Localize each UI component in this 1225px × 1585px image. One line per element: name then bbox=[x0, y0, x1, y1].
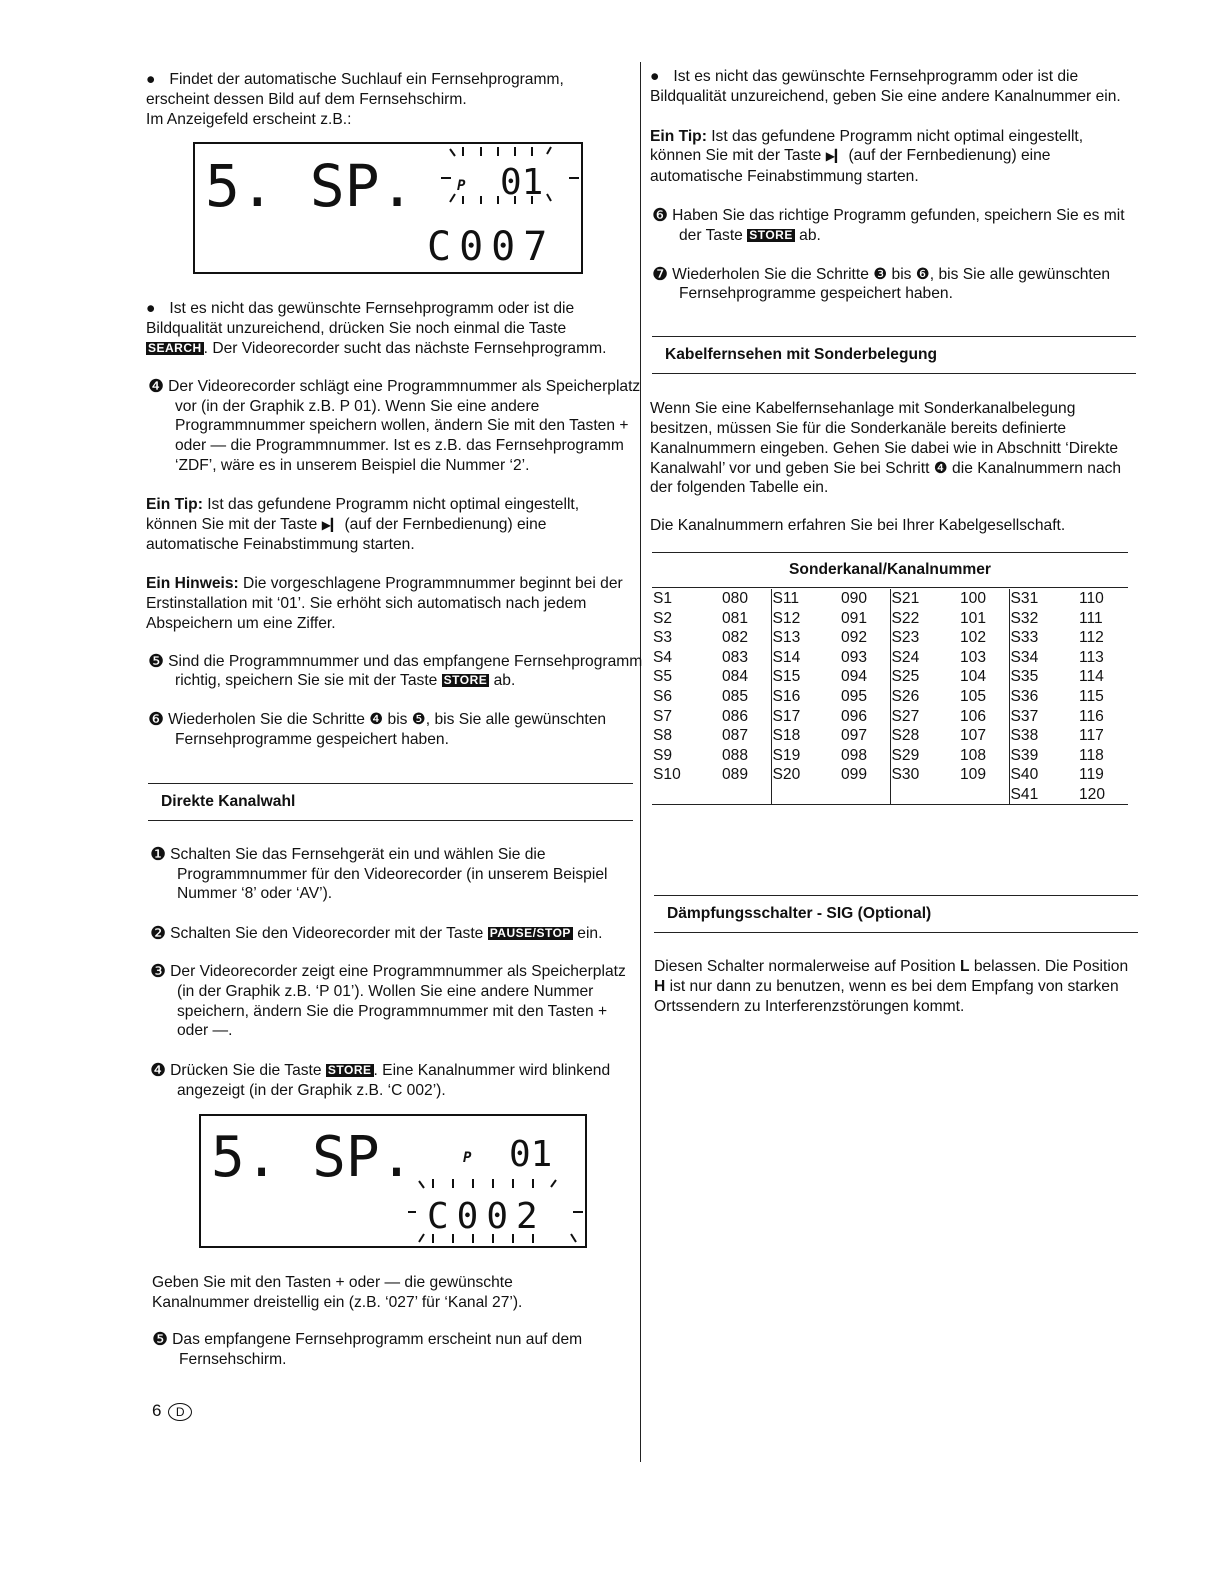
special-channel-cell: S37 bbox=[1010, 707, 1039, 725]
store-key: STORE bbox=[749, 227, 793, 242]
channel-table-block bbox=[652, 552, 1128, 806]
paragraph-attenuator: Diesen Schalter normalerweise auf Position L belassen. Die Position H ist nur dann zu benutzen, wenn es bei dem Empfang von starken Ortssendern zu Interferenzstörungen kommt. bbox=[654, 958, 1129, 1016]
channel-number-cell: 119 bbox=[1079, 766, 1104, 784]
special-channel-cell: S5 bbox=[653, 668, 673, 686]
channel-number-cell: 105 bbox=[960, 687, 1009, 707]
channel-number-cell: 104 bbox=[960, 667, 1009, 687]
store-key: STORE bbox=[443, 673, 488, 688]
channel-number-cell: 110 bbox=[1079, 589, 1104, 607]
channel-number-cell: 106 bbox=[960, 707, 1009, 727]
paragraph-cable-info: Wenn Sie eine Kabelfernsehanlage mit Sonderkanalbelegung besitzen, müssen Sie für die Sonderkanäle bereits definierte Kanalnummern eingeben. Gehen Sie dabei wie in Abschnitt ‘Direkte Kanalwahl’ vor und geben Sie bei Schritt ❹ die Kanalnummern nach der folgenden Tabelle ein. bbox=[650, 400, 1122, 497]
special-channel-cell: S27 bbox=[891, 707, 920, 725]
direct-step-3: ❸ Der Videorecorder zeigt eine Programmnummer als Speicherplatz (in der Graphik z.B. ‘P 01’). Wollen Sie eine andere Nummer speichern, ändern Sie die Programmnummer mit den Tasten + oder —. bbox=[150, 960, 626, 1040]
channel-number-cell: 101 bbox=[960, 609, 1009, 629]
store-key: STORE bbox=[327, 1063, 372, 1078]
channel-number-cell: 112 bbox=[1079, 629, 1104, 647]
channel-number-cell: 098 bbox=[841, 746, 890, 766]
lcd-p-label: P bbox=[463, 1149, 472, 1166]
channel-number-cell bbox=[960, 785, 1009, 805]
channel-number-cell: 107 bbox=[960, 726, 1009, 746]
channel-number-cell: 082 bbox=[722, 628, 771, 648]
step-number-icon: ❺ bbox=[152, 1329, 169, 1350]
special-channel-cell: S15 bbox=[772, 668, 801, 686]
section-title-cable: Kabelfernsehen mit Sonderbelegung bbox=[652, 336, 1136, 374]
special-channel-cell: S14 bbox=[772, 648, 801, 666]
channel-number-cell: 083 bbox=[722, 648, 771, 668]
special-channel-cell: S39 bbox=[1010, 746, 1039, 764]
table-title: Sonderkanal/Kanalnummer bbox=[652, 553, 1128, 588]
bullet-icon: ● bbox=[146, 71, 156, 88]
channel-number-cell: 091 bbox=[841, 609, 890, 629]
step-number-icon: ❷ bbox=[150, 923, 167, 944]
table-row bbox=[652, 785, 1128, 805]
lcd-main-text: 5. SP. bbox=[205, 152, 415, 221]
section-title-direct-channel: Direkte Kanalwahl bbox=[148, 783, 633, 821]
special-channel-cell: S33 bbox=[1010, 629, 1039, 647]
bullet-icon: ● bbox=[650, 68, 660, 85]
direct-step-4: ❹ Drücken Sie die Taste STORE . Eine Kanalnummer wird blinkend angezeigt (in der Graphik z.B. ‘C 002’). bbox=[150, 1060, 611, 1099]
special-channel-cell: S10 bbox=[653, 766, 681, 784]
channel-number-cell: 097 bbox=[841, 726, 890, 746]
special-channel-cell: S12 bbox=[772, 609, 801, 627]
channel-number-cell: 081 bbox=[722, 609, 771, 629]
lcd-main-text: 5. SP. bbox=[211, 1124, 414, 1190]
lcd-channel: C007 bbox=[427, 224, 556, 271]
channel-number-cell: 118 bbox=[1079, 746, 1104, 764]
special-channel-cell: S20 bbox=[772, 766, 801, 784]
channel-number-cell: 108 bbox=[960, 746, 1009, 766]
direct-step-1: ❶ Schalten Sie das Fernsehgerät ein und wählen Sie die Programmnummer für den Videorecorder (in unserem Beispiel Nummer ‘8’ oder ‘AV’). bbox=[150, 843, 608, 903]
paragraph-enter-channel: Geben Sie mit den Tasten + oder — die gewünschte Kanalnummer dreistellig ein (z.B. ‘027’ für ‘Kanal 27’). bbox=[152, 1273, 523, 1311]
special-channel-cell: S25 bbox=[891, 668, 920, 686]
channel-number-cell: 115 bbox=[1079, 687, 1104, 705]
channel-number-cell: 094 bbox=[841, 667, 890, 687]
special-channel-cell: S3 bbox=[653, 629, 673, 647]
left-column bbox=[146, 70, 643, 1421]
channel-number-cell: 088 bbox=[722, 746, 771, 766]
step-5: ❺ Sind die Programmnummer und das empfangene Fernsehprogramm richtig, speichern Sie sie mit der Taste STORE ab. bbox=[148, 650, 643, 690]
skip-forward-icon: ▶▎ bbox=[825, 149, 845, 164]
paragraph-search-found: ● Findet der automatische Suchlauf ein Fernsehprogramm, erscheint dessen Bild auf dem Fernsehschirm. Im Anzeigefeld erscheint z.B.: bbox=[146, 71, 564, 128]
lcd-display-1 bbox=[193, 142, 583, 274]
special-channel-cell: S17 bbox=[772, 707, 801, 725]
channel-number-cell: 117 bbox=[1079, 727, 1104, 745]
pause-stop-key: PAUSE/STOP bbox=[489, 926, 571, 941]
channel-number-cell: 103 bbox=[960, 648, 1009, 668]
language-badge: D bbox=[168, 1403, 192, 1421]
paragraph-not-desired-right: ● Ist es nicht das gewünschte Fernsehprogramm oder ist die Bildqualität unzureichend, geben Sie eine andere Kanalnummer ein. bbox=[650, 68, 1121, 105]
special-channel-cell: S34 bbox=[1010, 648, 1039, 666]
channel-number-cell bbox=[722, 785, 771, 805]
special-channel-cell: S8 bbox=[653, 727, 673, 745]
step-6-right: ❻ Haben Sie das richtige Programm gefunden, speichern Sie es mit der Taste STORE ab. bbox=[652, 204, 1125, 244]
lcd-program-number: 01 bbox=[500, 162, 544, 204]
special-channel-cell: S30 bbox=[891, 766, 920, 784]
special-channel-cell: S18 bbox=[772, 727, 801, 745]
table-row bbox=[652, 687, 1128, 707]
channel-number-cell: 096 bbox=[841, 707, 890, 727]
table-row bbox=[652, 628, 1128, 648]
special-channel-cell: S7 bbox=[653, 707, 673, 725]
channel-number-cell: 084 bbox=[722, 667, 771, 687]
direct-step-2: ❷ Schalten Sie den Videorecorder mit der Taste PAUSE/STOP ein. bbox=[150, 923, 603, 944]
special-channel-cell: S29 bbox=[891, 746, 920, 764]
special-channel-cell: S24 bbox=[891, 648, 920, 666]
special-channel-cell bbox=[890, 785, 960, 805]
step-number-icon: ❼ bbox=[652, 263, 669, 284]
special-channel-cell: S38 bbox=[1010, 727, 1039, 745]
special-channel-cell: S16 bbox=[772, 687, 801, 705]
paragraph-cable-company: Die Kanalnummern erfahren Sie bei Ihrer Kabelgesellschaft. bbox=[650, 517, 1066, 535]
channel-number-cell: 120 bbox=[1079, 785, 1106, 803]
special-channel-cell: S13 bbox=[772, 629, 801, 647]
step-number-icon: ❹ bbox=[150, 1060, 167, 1081]
step-6: ❻ Wiederholen Sie die Schritte ❹ bis ❺, bis Sie alle gewünschten Fernsehprogramme gespeichert haben. bbox=[148, 709, 607, 748]
special-channel-cell: S36 bbox=[1010, 687, 1039, 705]
step-number-icon: ❻ bbox=[148, 709, 165, 730]
channel-number-cell: 111 bbox=[1079, 609, 1103, 627]
special-channel-cell: S35 bbox=[1010, 668, 1039, 686]
step-number-icon: ❺ bbox=[148, 650, 165, 671]
channel-number-cell: 086 bbox=[722, 707, 771, 727]
channel-number-cell: 087 bbox=[722, 726, 771, 746]
step-number-icon: ❶ bbox=[150, 843, 167, 864]
right-column bbox=[650, 67, 1138, 1017]
channel-number-cell: 109 bbox=[960, 765, 1009, 785]
page-number: 6 D bbox=[152, 1401, 634, 1421]
special-channel-cell: S41 bbox=[1010, 785, 1039, 803]
channel-number-cell: 100 bbox=[960, 589, 1009, 609]
hint-paragraph: Ein Hinweis: Die vorgeschlagene Programmnummer beginnt bei der Erstinstallation mit ‘01’. Sie erhöht sich automatisch nach jedem Abspeichern um eine Ziffer. bbox=[146, 575, 623, 632]
step-number-icon: ❻ bbox=[652, 204, 669, 225]
special-channel-cell: S40 bbox=[1010, 766, 1039, 784]
special-channel-cell: S26 bbox=[891, 687, 920, 705]
paragraph-not-desired: ● Ist es nicht das gewünschte Fernsehprogramm oder ist die Bildqualität unzureichend, drücken Sie noch einmal die Taste SEARCH . Der Videorecorder sucht das nächste Fernsehprogramm. bbox=[146, 300, 607, 357]
skip-forward-icon: ▶▎ bbox=[321, 517, 341, 532]
special-channel-cell: S32 bbox=[1010, 609, 1039, 627]
channel-number-cell: 095 bbox=[841, 687, 890, 707]
channel-number-cell: 099 bbox=[841, 765, 890, 785]
channel-number-cell: 080 bbox=[722, 589, 771, 609]
table-row bbox=[652, 609, 1128, 629]
channel-number-cell: 102 bbox=[960, 628, 1009, 648]
lcd-program-number: 01 bbox=[509, 1133, 553, 1175]
bullet-icon: ● bbox=[146, 300, 156, 318]
step-number-icon: ❹ bbox=[148, 375, 165, 396]
column-divider bbox=[640, 62, 641, 1462]
channel-number-cell: 089 bbox=[722, 765, 771, 785]
special-channel-cell: S1 bbox=[653, 589, 673, 607]
section-title-attenuator: Dämpfungsschalter - SIG (Optional) bbox=[654, 895, 1138, 933]
lcd-p-label: P bbox=[457, 178, 466, 195]
table-row bbox=[652, 726, 1128, 746]
special-channel-cell: S21 bbox=[891, 589, 920, 607]
special-channel-cell bbox=[771, 785, 841, 805]
special-channel-cell: S28 bbox=[891, 727, 920, 745]
table-row bbox=[652, 667, 1128, 687]
table-row bbox=[652, 765, 1128, 785]
channel-number-cell: 092 bbox=[841, 628, 890, 648]
special-channel-cell: S4 bbox=[653, 648, 673, 666]
lcd-channel: C002 bbox=[427, 1195, 546, 1237]
channel-table bbox=[652, 589, 1128, 805]
special-channel-cell: S11 bbox=[772, 589, 800, 607]
lcd-display-graphic bbox=[201, 1116, 585, 1246]
special-channel-cell: S6 bbox=[653, 687, 673, 705]
step-4: ❹ Der Videorecorder schlägt eine Programmnummer als Speicherplatz vor (in der Graphik z.B. P 01). Wenn Sie eine andere Programmnummer speichern wollen, ändern Sie mit den Tasten + oder — die Programmnummer. Ist es z.B. das Fernsehprogramm ‘ZDF’, wäre es in unserem Beispiel die Nummer ‘2’. bbox=[148, 375, 641, 474]
channel-number-cell: 114 bbox=[1079, 668, 1104, 686]
channel-number-cell: 116 bbox=[1079, 707, 1104, 725]
tip-paragraph: Ein Tip: Ist das gefundene Programm nicht optimal eingestellt, können Sie mit der Taste ▶▎ (auf der Fernbedienung) eine automatische Feinabstimmung starten. bbox=[146, 495, 580, 554]
table-row bbox=[652, 648, 1128, 668]
step-number-icon: ❸ bbox=[150, 960, 167, 981]
channel-number-cell: 113 bbox=[1079, 648, 1104, 666]
tip-paragraph-right: Ein Tip: Ist das gefundene Programm nicht optimal eingestellt, können Sie mit der Taste ▶▎ (auf der Fernbedienung) eine automatische Feinabstimmung starten. bbox=[650, 127, 1084, 186]
search-key: SEARCH bbox=[148, 340, 202, 355]
table-row bbox=[652, 746, 1128, 766]
direct-step-5: ❺ Das empfangene Fernsehprogramm erscheint nun auf dem Fernsehschirm. bbox=[152, 1329, 583, 1369]
special-channel-cell: S19 bbox=[772, 746, 801, 764]
table-row bbox=[652, 707, 1128, 727]
channel-number-cell: 090 bbox=[841, 589, 890, 609]
lcd-display-graphic bbox=[195, 144, 581, 272]
channel-number-cell: 085 bbox=[722, 687, 771, 707]
special-channel-cell: S9 bbox=[653, 746, 673, 764]
step-7-right: ❼ Wiederholen Sie die Schritte ❸ bis ❻, bis Sie alle gewünschten Fernsehprogramme gespeichert haben. bbox=[652, 263, 1111, 303]
special-channel-cell: S22 bbox=[891, 609, 920, 627]
special-channel-cell bbox=[652, 785, 722, 805]
channel-number-cell: 093 bbox=[841, 648, 890, 668]
special-channel-cell: S2 bbox=[653, 609, 673, 627]
channel-number-cell bbox=[841, 785, 890, 805]
table-row bbox=[652, 589, 1128, 609]
special-channel-cell: S23 bbox=[891, 629, 920, 647]
special-channel-cell: S31 bbox=[1010, 589, 1039, 607]
lcd-display-2 bbox=[199, 1114, 587, 1248]
